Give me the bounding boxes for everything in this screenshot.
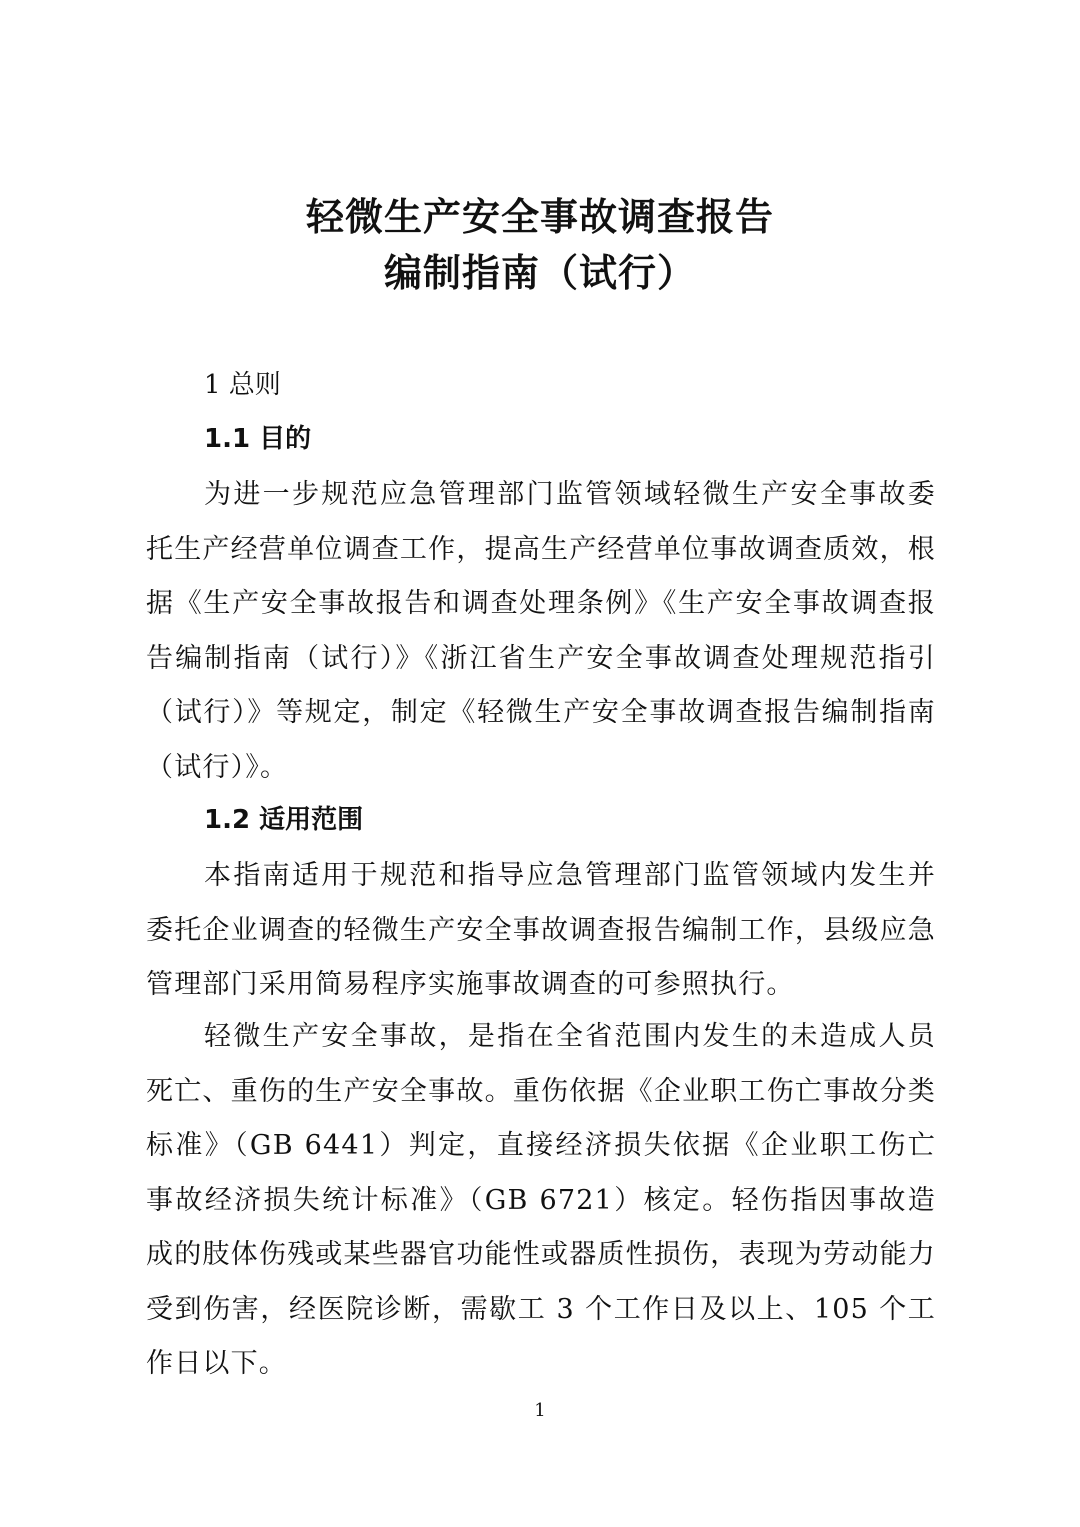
document-title-line-2: 编制指南（试行）: [383, 251, 696, 295]
scope-paragraph-1: 本指南适用于规范和指导应急管理部门监管领域内发生并委托企业调查的轻微生产安全事故调查报告编制工作，县级应急管理部门采用简易程序实施事故调查的可参照执行。: [146, 860, 936, 1000]
scope-paragraph-2: 轻微生产安全事故，是指在全省范围内发生的未造成人员死亡、重伤的生产安全事故。重伤依据《企业职工伤亡事故分类标准》（GB 6441）判定，直接经济损失依据《企业职工伤亡事故经济损失统计标准》（GB 6721）核定。轻伤指因事故造成的肢体伤残或某些器官功能性或器质性损伤，表现为劳动能力受到伤害，经医院诊断，需歇工 3 个工作日及以上、105 个工作日以下。: [146, 1021, 936, 1379]
section-heading-general: 1 总则: [204, 370, 281, 400]
document-title-line-1: 轻微生产安全事故调查报告: [305, 195, 774, 239]
section-heading-scope: 1.2 适用范围: [204, 805, 364, 835]
page-number: 1: [534, 1400, 546, 1421]
section-heading-purpose: 1.1 目的: [204, 424, 312, 454]
purpose-paragraph: 为进一步规范应急管理部门监管领域轻微生产安全事故委托生产经营单位调查工作，提高生产经营单位事故调查质效，根据《生产安全事故报告和调查处理条例》《生产安全事故调查报告编制指南（试行）》《浙江省生产安全事故调查处理规范指引（试行）》等规定，制定《轻微生产安全事故调查报告编制指南（试行）》。: [146, 479, 936, 783]
